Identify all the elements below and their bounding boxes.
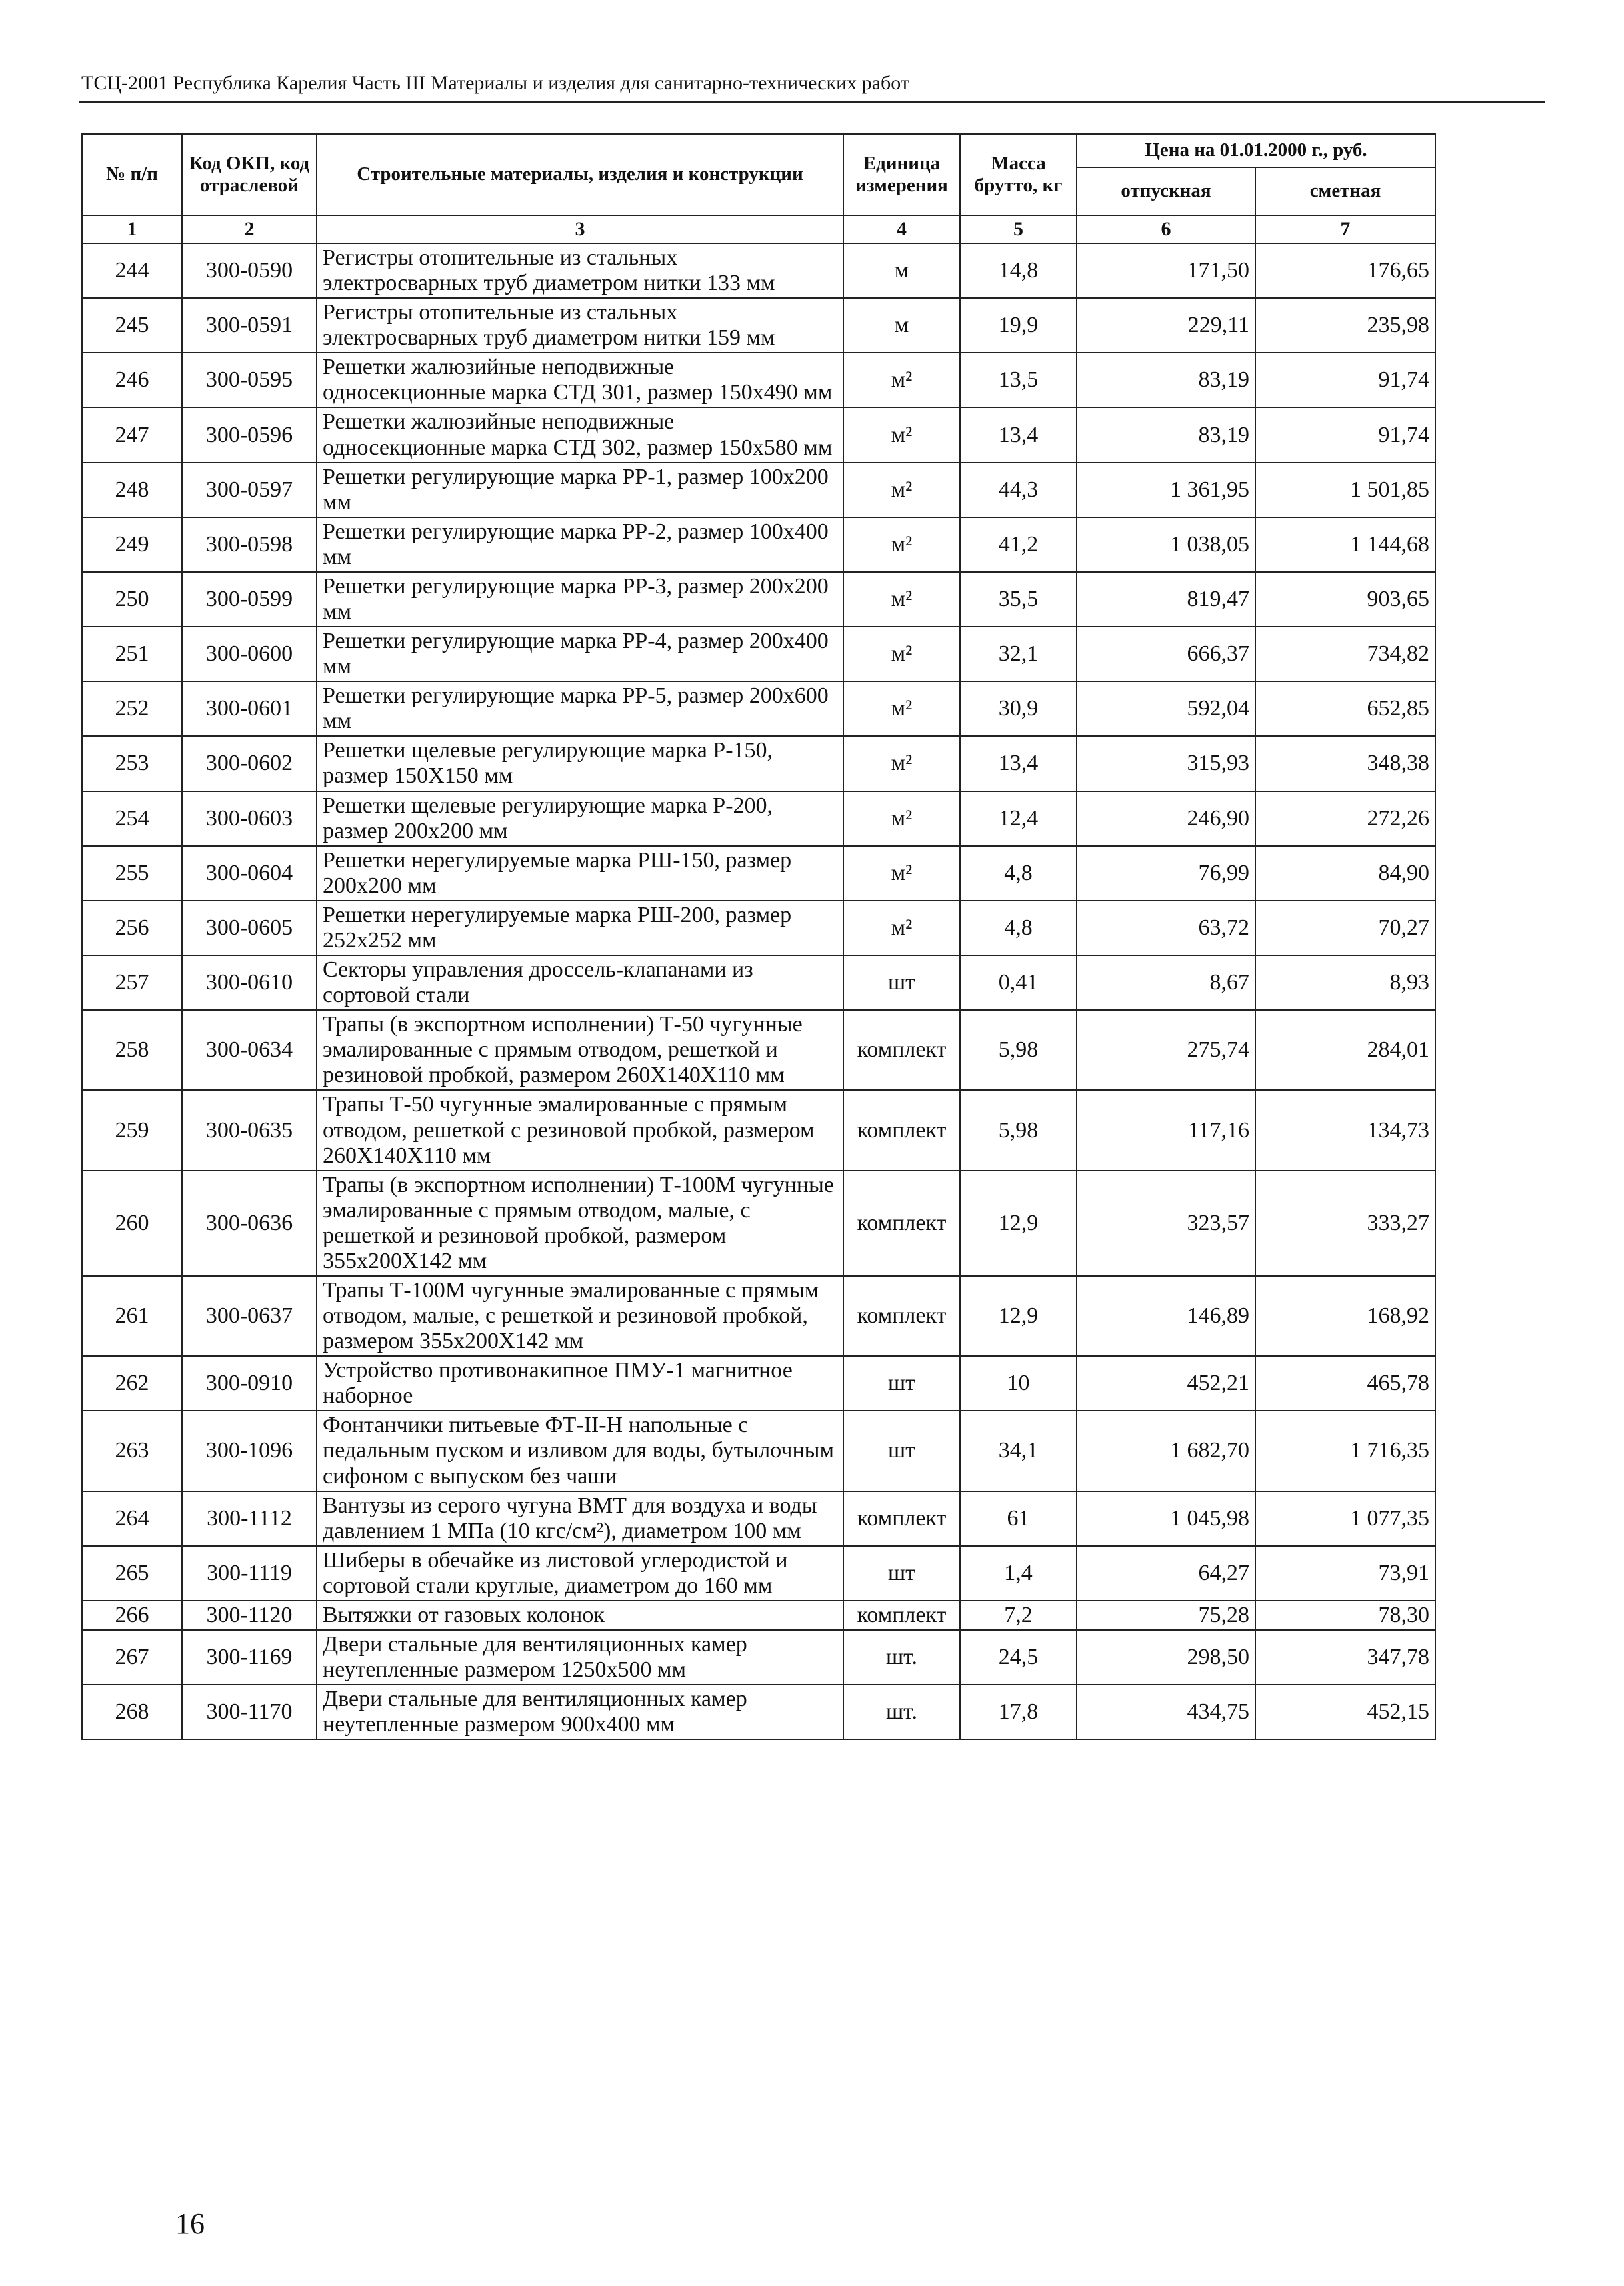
okp-code: 300-0604 <box>182 846 317 901</box>
table-row <box>82 901 1435 955</box>
gross-mass: 4,8 <box>960 901 1077 955</box>
unit-of-measure: м² <box>843 627 960 681</box>
price-estimate: 134,73 <box>1255 1090 1435 1170</box>
unit-of-measure: м² <box>843 791 960 846</box>
table-row <box>82 846 1435 901</box>
gross-mass: 10 <box>960 1356 1077 1411</box>
material-name: Решетки жалюзийные неподвижные односекционные марка СТД 302, размер 150х580 мм <box>317 407 843 462</box>
price-sale: 1 038,05 <box>1077 517 1255 572</box>
material-name: Решетки нерегулируемые марка РШ-200, размер 252х252 мм <box>317 901 843 955</box>
header-mass: Масса брутто, кг <box>960 134 1077 215</box>
material-name: Трапы (в экспортном исполнении) Т-100М чугунные эмалированные с прямым отводом, малые, с решеткой и резиновой пробкой, размером 355х200Х142 мм <box>317 1171 843 1276</box>
price-sale: 76,99 <box>1077 846 1255 901</box>
gross-mass: 13,5 <box>960 353 1077 407</box>
price-estimate: 347,78 <box>1255 1630 1435 1685</box>
price-estimate: 465,78 <box>1255 1356 1435 1411</box>
okp-code: 300-0598 <box>182 517 317 572</box>
material-name: Решетки регулирующие марка РР-2, размер 100х400 мм <box>317 517 843 572</box>
okp-code: 300-0595 <box>182 353 317 407</box>
material-name: Двери стальные для вентиляционных камер неутепленные размером 900х400 мм <box>317 1685 843 1739</box>
column-number: 1 <box>82 215 182 243</box>
gross-mass: 17,8 <box>960 1685 1077 1739</box>
table-row <box>82 407 1435 462</box>
table-row <box>82 791 1435 846</box>
okp-code: 300-0601 <box>182 681 317 736</box>
price-sale: 592,04 <box>1077 681 1255 736</box>
unit-of-measure: м² <box>843 407 960 462</box>
price-sale: 83,19 <box>1077 353 1255 407</box>
material-name: Решетки нерегулируемые марка РШ-150, размер 200х200 мм <box>317 846 843 901</box>
price-sale: 171,50 <box>1077 243 1255 298</box>
gross-mass: 61 <box>960 1491 1077 1546</box>
price-estimate: 78,30 <box>1255 1601 1435 1630</box>
unit-of-measure: м <box>843 243 960 298</box>
column-number: 3 <box>317 215 843 243</box>
unit-of-measure: м² <box>843 353 960 407</box>
gross-mass: 4,8 <box>960 846 1077 901</box>
material-name: Решетки щелевые регулирующие марка Р-200, размер 200х200 мм <box>317 791 843 846</box>
okp-code: 300-0603 <box>182 791 317 846</box>
header-price-estimate: сметная <box>1255 167 1435 215</box>
okp-code: 300-0602 <box>182 736 317 791</box>
material-name: Двери стальные для вентиляционных камер неутепленные размером 1250х500 мм <box>317 1630 843 1685</box>
price-estimate: 333,27 <box>1255 1171 1435 1276</box>
price-estimate: 8,93 <box>1255 955 1435 1010</box>
table-row <box>82 1411 1435 1491</box>
price-estimate: 235,98 <box>1255 298 1435 353</box>
table-row <box>82 243 1435 298</box>
price-sale: 83,19 <box>1077 407 1255 462</box>
table-row <box>82 955 1435 1010</box>
price-sale: 298,50 <box>1077 1630 1255 1685</box>
unit-of-measure: м² <box>843 681 960 736</box>
material-name: Решетки жалюзийные неподвижные односекционные марка СТД 301, размер 150х490 мм <box>317 353 843 407</box>
header-price-sale: отпускная <box>1077 167 1255 215</box>
row-number: 262 <box>82 1356 182 1411</box>
unit-of-measure: комплект <box>843 1171 960 1276</box>
material-name: Регистры отопительные из стальных электросварных труб диаметром нитки 159 мм <box>317 298 843 353</box>
unit-of-measure: м² <box>843 846 960 901</box>
okp-code: 300-0637 <box>182 1276 317 1356</box>
price-sale: 666,37 <box>1077 627 1255 681</box>
okp-code: 300-1112 <box>182 1491 317 1546</box>
price-estimate: 272,26 <box>1255 791 1435 846</box>
price-estimate: 91,74 <box>1255 353 1435 407</box>
price-sale: 1 045,98 <box>1077 1491 1255 1546</box>
unit-of-measure: м² <box>843 572 960 627</box>
row-number: 261 <box>82 1276 182 1356</box>
price-estimate: 1 077,35 <box>1255 1491 1435 1546</box>
table-row <box>82 1171 1435 1276</box>
table-row <box>82 517 1435 572</box>
price-estimate: 284,01 <box>1255 1010 1435 1090</box>
price-estimate: 1 716,35 <box>1255 1411 1435 1491</box>
gross-mass: 19,9 <box>960 298 1077 353</box>
okp-code: 300-1169 <box>182 1630 317 1685</box>
row-number: 268 <box>82 1685 182 1739</box>
table-row <box>82 1356 1435 1411</box>
column-numbers-row <box>82 215 1435 243</box>
row-number: 263 <box>82 1411 182 1491</box>
unit-of-measure: м² <box>843 463 960 517</box>
okp-code: 300-0591 <box>182 298 317 353</box>
okp-code: 300-0605 <box>182 901 317 955</box>
gross-mass: 44,3 <box>960 463 1077 517</box>
row-number: 256 <box>82 901 182 955</box>
table-row <box>82 1491 1435 1546</box>
unit-of-measure: шт <box>843 955 960 1010</box>
okp-code: 300-0597 <box>182 463 317 517</box>
okp-code: 300-0635 <box>182 1090 317 1170</box>
row-number: 252 <box>82 681 182 736</box>
gross-mass: 0,41 <box>960 955 1077 1010</box>
material-name: Решетки регулирующие марка РР-1, размер 100х200 мм <box>317 463 843 517</box>
price-sale: 117,16 <box>1077 1090 1255 1170</box>
price-estimate: 168,92 <box>1255 1276 1435 1356</box>
gross-mass: 32,1 <box>960 627 1077 681</box>
material-name: Устройство противонакипное ПМУ-1 магнитное наборное <box>317 1356 843 1411</box>
row-number: 254 <box>82 791 182 846</box>
row-number: 266 <box>82 1601 182 1630</box>
price-sale: 275,74 <box>1077 1010 1255 1090</box>
gross-mass: 12,9 <box>960 1276 1077 1356</box>
table-row <box>82 627 1435 681</box>
table-row <box>82 298 1435 353</box>
table-row <box>82 1546 1435 1601</box>
table-row <box>82 353 1435 407</box>
header-unit: Единица измерения <box>843 134 960 215</box>
okp-code: 300-1170 <box>182 1685 317 1739</box>
price-sale: 229,11 <box>1077 298 1255 353</box>
row-number: 255 <box>82 846 182 901</box>
gross-mass: 35,5 <box>960 572 1077 627</box>
price-sale: 75,28 <box>1077 1601 1255 1630</box>
price-sale: 315,93 <box>1077 736 1255 791</box>
okp-code: 300-0634 <box>182 1010 317 1090</box>
unit-of-measure: шт. <box>843 1630 960 1685</box>
price-estimate: 70,27 <box>1255 901 1435 955</box>
price-sale: 146,89 <box>1077 1276 1255 1356</box>
table-row <box>82 1601 1435 1630</box>
table-row <box>82 1276 1435 1356</box>
header-price-group: Цена на 01.01.2000 г., руб. <box>1077 134 1435 167</box>
gross-mass: 34,1 <box>960 1411 1077 1491</box>
column-number: 2 <box>182 215 317 243</box>
gross-mass: 14,8 <box>960 243 1077 298</box>
unit-of-measure: м² <box>843 736 960 791</box>
price-estimate: 1 144,68 <box>1255 517 1435 572</box>
material-name: Вытяжки от газовых колонок <box>317 1601 843 1630</box>
unit-of-measure: комплект <box>843 1090 960 1170</box>
okp-code: 300-0596 <box>182 407 317 462</box>
material-name: Решетки регулирующие марка РР-3, размер 200х200 мм <box>317 572 843 627</box>
unit-of-measure: шт. <box>843 1685 960 1739</box>
price-estimate: 176,65 <box>1255 243 1435 298</box>
table-row <box>82 572 1435 627</box>
okp-code: 300-0590 <box>182 243 317 298</box>
material-name: Шиберы в обечайке из листовой углеродистой и сортовой стали круглые, диаметром до 160 мм <box>317 1546 843 1601</box>
price-sale: 1 682,70 <box>1077 1411 1255 1491</box>
page-header: ТСЦ-2001 Республика Карелия Часть III Материалы и изделия для санитарно-технических работ <box>81 72 909 94</box>
unit-of-measure: шт <box>843 1546 960 1601</box>
row-number: 253 <box>82 736 182 791</box>
okp-code: 300-0636 <box>182 1171 317 1276</box>
gross-mass: 5,98 <box>960 1090 1077 1170</box>
price-sale: 8,67 <box>1077 955 1255 1010</box>
row-number: 246 <box>82 353 182 407</box>
price-estimate: 348,38 <box>1255 736 1435 791</box>
unit-of-measure: комплект <box>843 1601 960 1630</box>
price-sale: 64,27 <box>1077 1546 1255 1601</box>
gross-mass: 30,9 <box>960 681 1077 736</box>
material-name: Трапы Т-50 чугунные эмалированные с прямым отводом, решеткой с резиновой пробкой, размером 260Х140Х110 мм <box>317 1090 843 1170</box>
price-sale: 434,75 <box>1077 1685 1255 1739</box>
material-name: Секторы управления дроссель-клапанами из сортовой стали <box>317 955 843 1010</box>
header-code: Код ОКП, код отраслевой <box>182 134 317 215</box>
material-name: Трапы (в экспортном исполнении) Т-50 чугунные эмалированные с прямым отводом, решеткой и резиновой пробкой, размером 260Х140Х110 мм <box>317 1010 843 1090</box>
row-number: 259 <box>82 1090 182 1170</box>
okp-code: 300-1120 <box>182 1601 317 1630</box>
row-number: 265 <box>82 1546 182 1601</box>
row-number: 247 <box>82 407 182 462</box>
unit-of-measure: комплект <box>843 1491 960 1546</box>
unit-of-measure: шт <box>843 1356 960 1411</box>
gross-mass: 13,4 <box>960 407 1077 462</box>
unit-of-measure: комплект <box>843 1276 960 1356</box>
gross-mass: 12,9 <box>960 1171 1077 1276</box>
price-sale: 246,90 <box>1077 791 1255 846</box>
price-estimate: 1 501,85 <box>1255 463 1435 517</box>
unit-of-measure: м² <box>843 901 960 955</box>
material-name: Трапы Т-100М чугунные эмалированные с прямым отводом, малые, с решеткой и резиновой пробкой, размером 355х200Х142 мм <box>317 1276 843 1356</box>
gross-mass: 12,4 <box>960 791 1077 846</box>
material-name: Решетки регулирующие марка РР-5, размер 200х600 мм <box>317 681 843 736</box>
price-estimate: 903,65 <box>1255 572 1435 627</box>
column-number: 5 <box>960 215 1077 243</box>
price-estimate: 452,15 <box>1255 1685 1435 1739</box>
table-row <box>82 1685 1435 1739</box>
row-number: 251 <box>82 627 182 681</box>
material-name: Решетки щелевые регулирующие марка Р-150, размер 150Х150 мм <box>317 736 843 791</box>
page-number: 16 <box>175 2207 205 2240</box>
okp-code: 300-0610 <box>182 955 317 1010</box>
unit-of-measure: комплект <box>843 1010 960 1090</box>
okp-code: 300-0910 <box>182 1356 317 1411</box>
row-number: 257 <box>82 955 182 1010</box>
price-sale: 452,21 <box>1077 1356 1255 1411</box>
row-number: 249 <box>82 517 182 572</box>
row-number: 264 <box>82 1491 182 1546</box>
price-estimate: 91,74 <box>1255 407 1435 462</box>
row-number: 267 <box>82 1630 182 1685</box>
table-row <box>82 1630 1435 1685</box>
okp-code: 300-0599 <box>182 572 317 627</box>
price-estimate: 734,82 <box>1255 627 1435 681</box>
row-number: 260 <box>82 1171 182 1276</box>
row-number: 248 <box>82 463 182 517</box>
unit-of-measure: шт <box>843 1411 960 1491</box>
table-row <box>82 1090 1435 1170</box>
column-number: 4 <box>843 215 960 243</box>
gross-mass: 1,4 <box>960 1546 1077 1601</box>
column-number: 7 <box>1255 215 1435 243</box>
row-number: 250 <box>82 572 182 627</box>
unit-of-measure: м² <box>843 517 960 572</box>
table-row <box>82 1010 1435 1090</box>
material-name: Вантузы из серого чугуна ВМТ для воздуха и воды давлением 1 МПа (10 кгс/см²), диаметром 100 мм <box>317 1491 843 1546</box>
gross-mass: 41,2 <box>960 517 1077 572</box>
price-sale: 1 361,95 <box>1077 463 1255 517</box>
row-number: 245 <box>82 298 182 353</box>
okp-code: 300-1119 <box>182 1546 317 1601</box>
column-number: 6 <box>1077 215 1255 243</box>
gross-mass: 5,98 <box>960 1010 1077 1090</box>
gross-mass: 7,2 <box>960 1601 1077 1630</box>
price-estimate: 73,91 <box>1255 1546 1435 1601</box>
price-sale: 63,72 <box>1077 901 1255 955</box>
okp-code: 300-0600 <box>182 627 317 681</box>
material-name: Регистры отопительные из стальных электросварных труб диаметром нитки 133 мм <box>317 243 843 298</box>
unit-of-measure: м <box>843 298 960 353</box>
table-row <box>82 736 1435 791</box>
gross-mass: 24,5 <box>960 1630 1077 1685</box>
row-number: 258 <box>82 1010 182 1090</box>
table-row <box>82 681 1435 736</box>
header-name: Строительные материалы, изделия и конструкции <box>317 134 843 215</box>
material-name: Решетки регулирующие марка РР-4, размер 200х400 мм <box>317 627 843 681</box>
price-estimate: 84,90 <box>1255 846 1435 901</box>
price-sale: 819,47 <box>1077 572 1255 627</box>
header-num: № п/п <box>82 134 182 215</box>
materials-table <box>81 133 1436 1740</box>
row-number: 244 <box>82 243 182 298</box>
price-estimate: 652,85 <box>1255 681 1435 736</box>
okp-code: 300-1096 <box>182 1411 317 1491</box>
header-rule <box>79 101 1545 103</box>
price-sale: 323,57 <box>1077 1171 1255 1276</box>
table-row <box>82 463 1435 517</box>
gross-mass: 13,4 <box>960 736 1077 791</box>
material-name: Фонтанчики питьевые ФТ-II-Н напольные с педальным пуском и изливом для воды, бутылочным сифоном с выпуском без чаши <box>317 1411 843 1491</box>
